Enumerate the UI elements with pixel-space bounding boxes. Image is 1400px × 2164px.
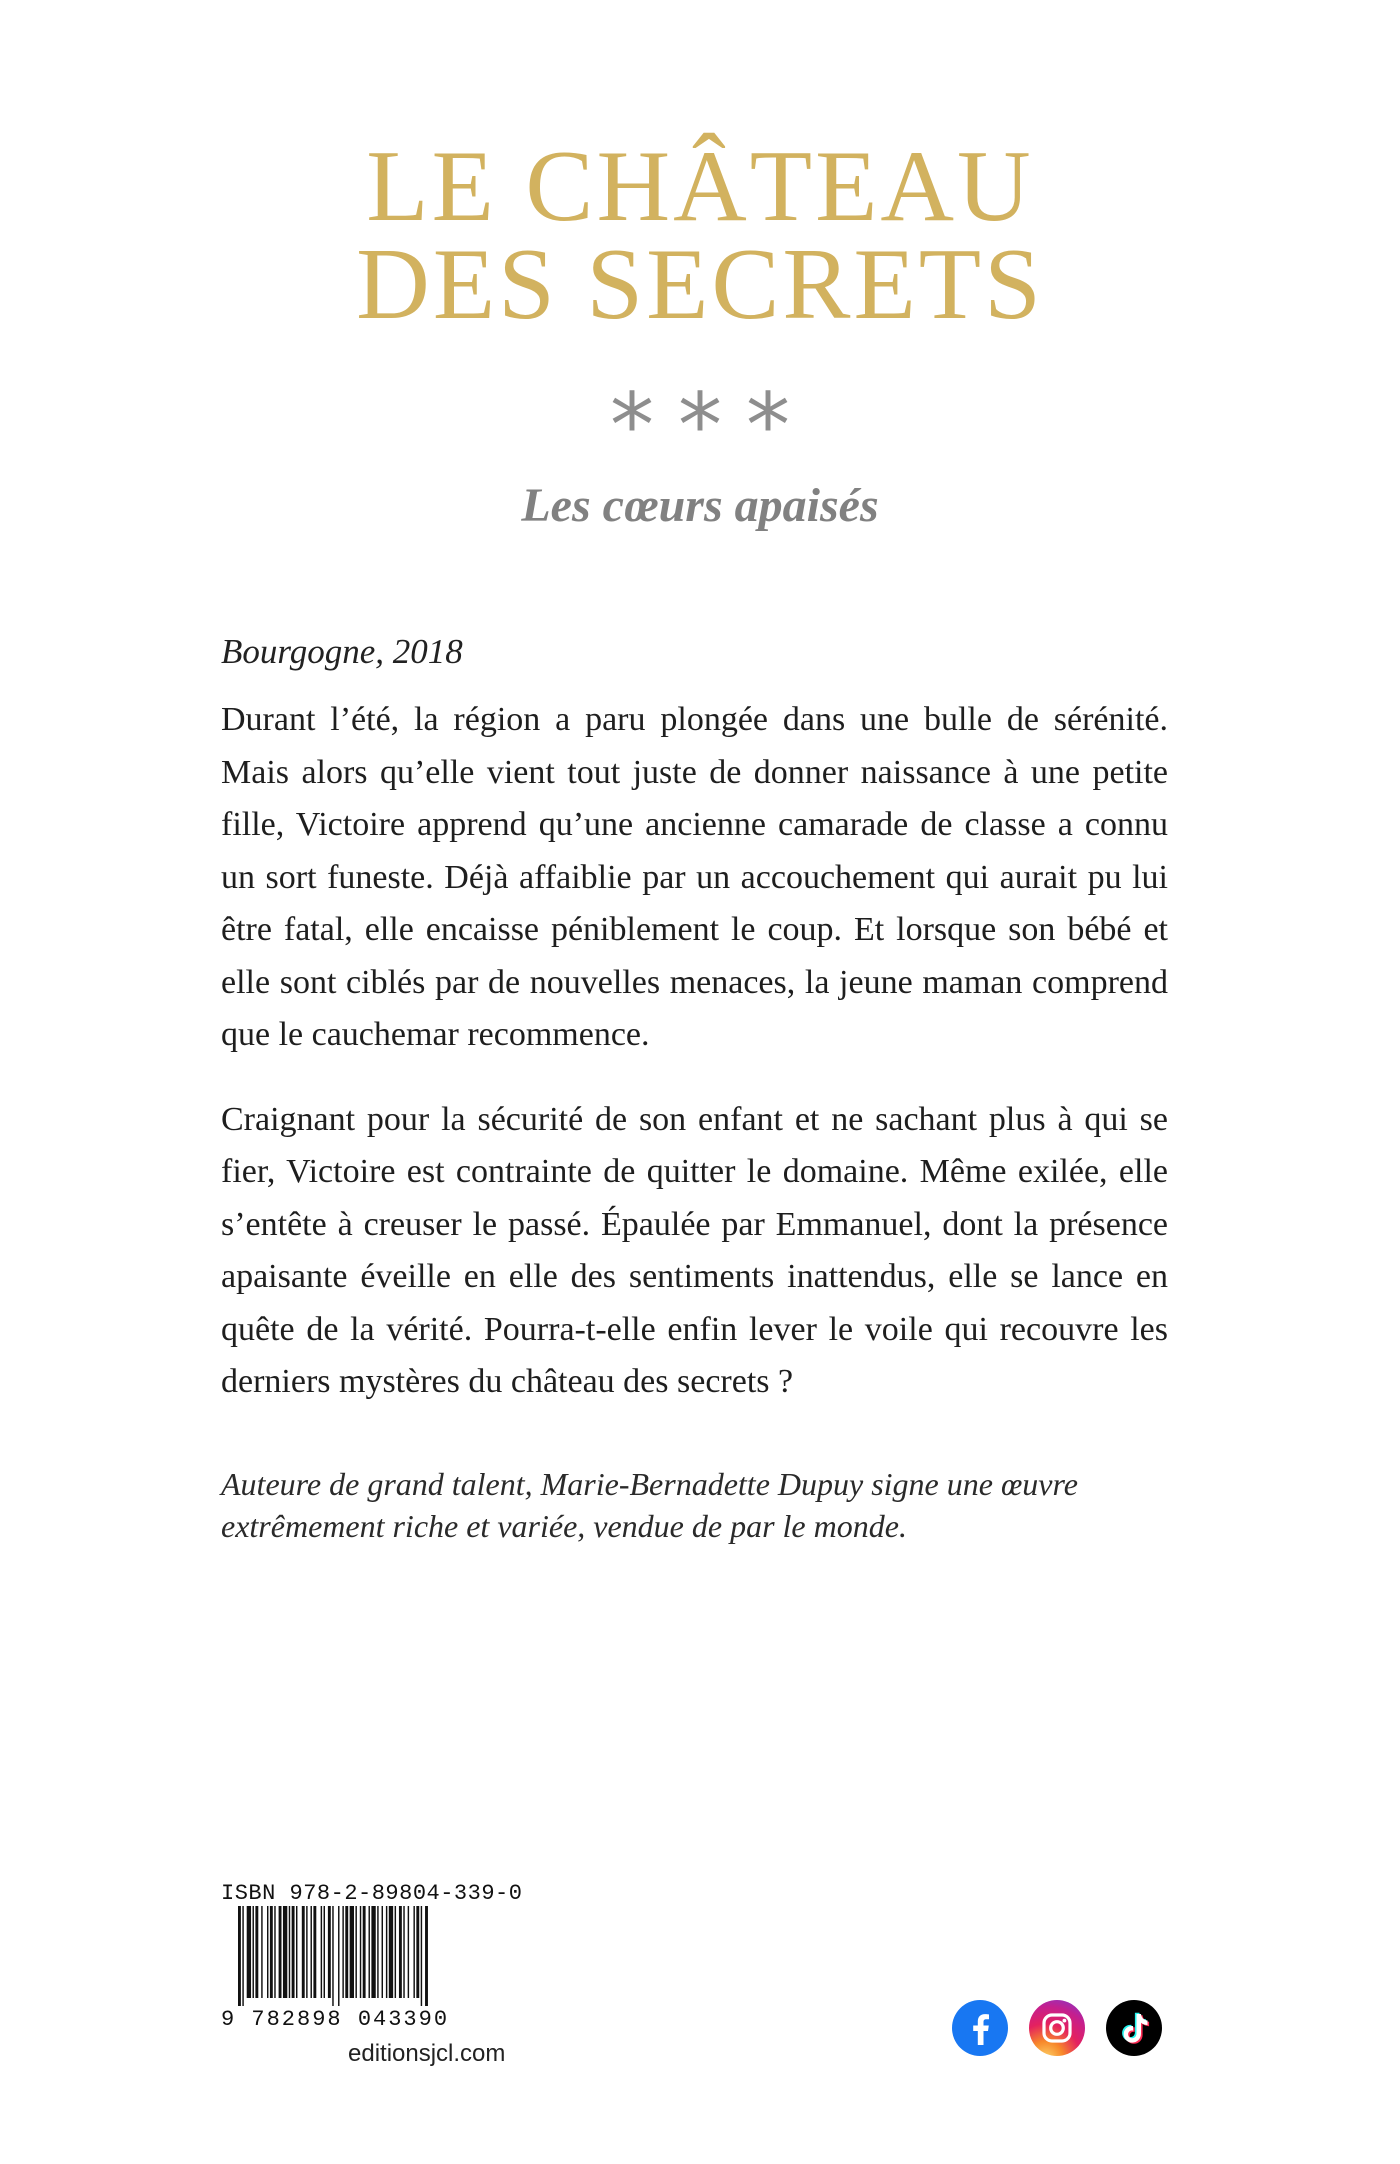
social-links <box>952 2000 1162 2056</box>
blurb-paragraph-1: Durant l’été, la région a paru plongée dans une bulle de sérénité. Mais alors qu’elle vient tout juste de donner naissance à une petite fille, Victoire apprend qu’une ancienne camarade de classe a connu un sort funeste. Déjà affaiblie par un accouchement qui aurait pu lui être fatal, elle encaisse péniblement le coup. Et lorsque son bébé et elle sont ciblés par de nouvelles menaces, la jeune maman comprend que le cauchemar recommence. <box>221 701 1168 1053</box>
blurb <box>221 630 1168 1547</box>
book-title <box>0 130 1400 341</box>
place-date: Bourgogne, 2018 <box>221 632 463 671</box>
title-line-1: LE CHÂTEAU <box>366 130 1034 243</box>
barcode-digits: 9 782898 043390 <box>221 2007 450 2032</box>
title-line-2: DES SECRETS <box>356 228 1044 341</box>
tiktok-icon[interactable] <box>1106 2000 1162 2056</box>
ornament-stars: *** <box>610 374 814 477</box>
facebook-icon[interactable] <box>952 2000 1008 2056</box>
publisher-website[interactable]: editionsjcl.com <box>348 2040 506 2067</box>
author-note: Auteure de grand talent, Marie-Bernadette Dupuy signe une œuvre extrêmement riche et variée, vendue de par le monde. <box>221 1465 1078 1544</box>
instagram-icon[interactable] <box>1029 2000 1085 2056</box>
isbn: ISBN 978-2-89804-339-0 <box>221 1881 523 1906</box>
barcode <box>238 1906 504 2006</box>
blurb-paragraph-2: Craignant pour la sécurité de son enfant et ne sachant plus à qui se fier, Victoire est contrainte de quitter le domaine. Même exilée, elle s’entête à creuser le passé. Épaulée par Emmanuel, dont la présence apaisante éveille en elle des sentiments inattendus, elle se lance en quête de la vérité. Pourra-t-elle enfin lever le voile qui recouvre les derniers mystères du château des secrets ? <box>221 1100 1168 1400</box>
subtitle: Les cœurs apaisés <box>521 479 879 532</box>
